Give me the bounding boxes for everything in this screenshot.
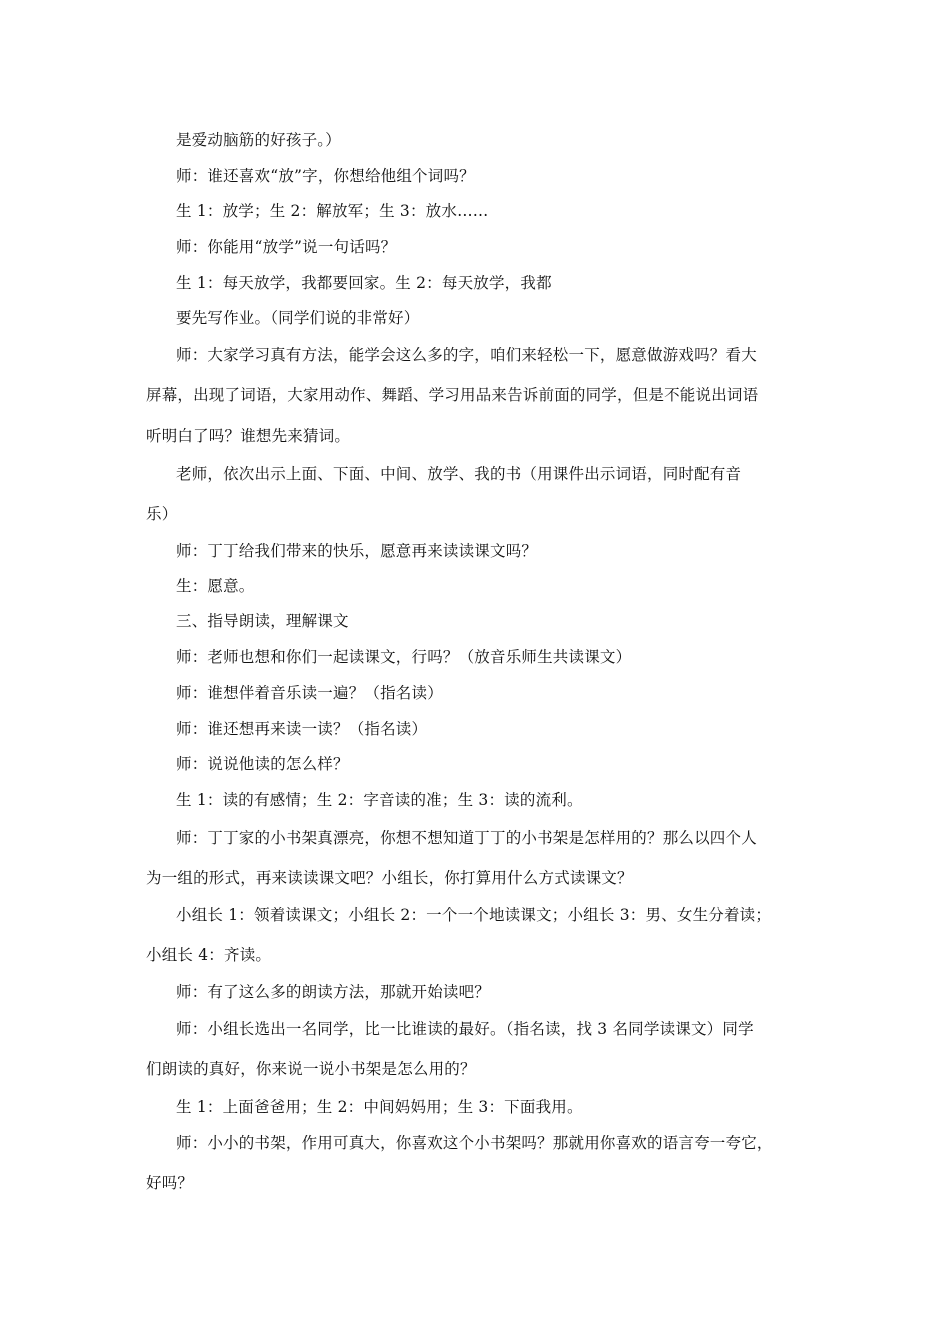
text-line: 师：谁还想再来读一读？（指名读）: [176, 720, 428, 738]
section-heading: 三、指导朗读，理解课文: [176, 612, 349, 630]
text-line: 师：小组长选出一名同学，比一比谁读的最好。（指名读，找 3 名同学读课文）同学: [176, 1020, 754, 1038]
text-line: 好吗？: [146, 1174, 194, 1192]
text-line: 师：谁还喜欢“放”字，你想给他组个词吗？: [176, 167, 475, 185]
text-line: 为一组的形式，再来读读课文吧？小组长，你打算用什么方式读课文？: [146, 869, 633, 887]
text-line: 师：丁丁家的小书架真漂亮，你想不想知道丁丁的小书架是怎样用的？那么以四个人: [176, 829, 757, 847]
text-line: 师：老师也想和你们一起读课文，行吗？（放音乐师生共读课文）: [176, 648, 632, 666]
text-line: 生 1：每天放学，我都要回家。生 2：每天放学，我都: [176, 274, 552, 292]
text-line: 师：你能用“放学”说一句话吗？: [176, 238, 397, 256]
text-line: 要先写作业。（同学们说的非常好）: [176, 309, 420, 327]
text-line: 听明白了吗？谁想先来猜词。: [146, 427, 351, 445]
text-line: 是爱动脑筋的好孩子。）: [176, 131, 341, 149]
text-line: 师：小小的书架，作用可真大，你喜欢这个小书架吗？那就用你喜欢的语言夸一夸它，: [176, 1134, 773, 1152]
text-line: 师：丁丁给我们带来的快乐，愿意再来读读课文吗？: [176, 542, 538, 560]
text-line: 小组长 1：领着读课文；小组长 2：一个一个地读课文；小组长 3：男、女生分着读；: [176, 906, 772, 924]
text-line: 们朗读的真好，你来说一说小书架是怎么用的？: [146, 1060, 476, 1078]
text-line: 生 1：读的有感情；生 2：字音读的准；生 3：读的流利。: [176, 791, 583, 809]
text-line: 师：有了这么多的朗读方法，那就开始读吧？: [176, 983, 491, 1001]
text-line: 屏幕，出现了词语，大家用动作、舞蹈、学习用品来告诉前面的同学，但是不能说出词语: [146, 386, 759, 404]
text-line: 乐）: [146, 505, 178, 523]
text-line: 师：谁想伴着音乐读一遍？（指名读）: [176, 684, 443, 702]
text-line: 小组长 4：齐读。: [146, 946, 272, 964]
text-line: 老师，依次出示上面、下面、中间、放学、我的书（用课件出示词语，同时配有音: [176, 465, 742, 483]
text-line: 生 1：放学；生 2：解放军；生 3：放水……: [176, 202, 489, 220]
text-line: 生 1：上面爸爸用；生 2：中间妈妈用；生 3：下面我用。: [176, 1098, 583, 1116]
text-line: 生：愿意。: [176, 577, 255, 595]
text-line: 师：大家学习真有方法，能学会这么多的字，咱们来轻松一下，愿意做游戏吗？看大: [176, 346, 757, 364]
text-line: 师：说说他读的怎么样？: [176, 755, 349, 773]
